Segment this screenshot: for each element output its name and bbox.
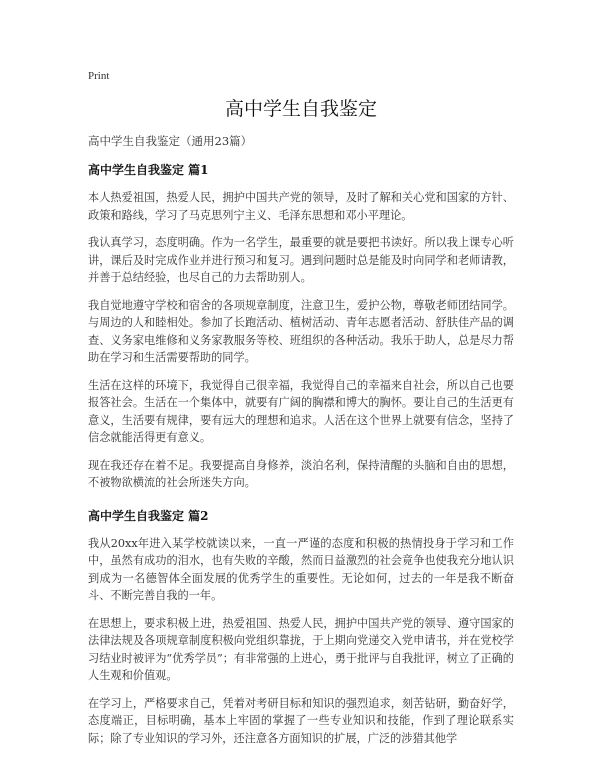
paragraph: 本人热爱祖国，热爱人民，拥护中国共产党的领导，及时了解和关心党和国家的方针、政策和路线，学习了马克思列宁主义、毛泽东思想和邓小平理论。 xyxy=(88,191,514,222)
paragraph: 我从20xx年进入某学校就读以来，一直一严谨的态度和积极的热情投身于学习和工作中，虽然有成功的泪水，也有失败的辛酸，然而日益激烈的社会竟争也使我充分地认识到成为一名德智体全面发展的优秀学生的重要性。无论如何，过去的一年是我不断奋斗、不断完善自我的一年。 xyxy=(88,536,514,602)
paragraph: 我自觉地遵守学校和宿舍的各项规章制度，注意卫生，爱护公物，尊敬老师团结同学。与周边的人和睦相处。参加了长跑活动、植树活动、青年志愿者活动、舒肤佳产品的调查、义务家电维修和义务家教服务等校、班组织的各种活动。我乐于助人，总是尽力帮助在学习和生活需要帮助的同学。 xyxy=(88,298,514,364)
paragraph: 生活在这样的环境下，我觉得自己很幸福，我觉得自己的幸福来自社会，所以自己也要报答社会。生活在一个集体中，就要有广阔的胸襟和博大的胸怀。要让自己的生活更有意义，生活要有规律，要有远大的理想和追求。人活在这个世界上就要有信念，坚持了信念就能活得更有意义。 xyxy=(88,378,514,444)
paragraph: 在思想上，要求积极上进，热爱祖国、热爱人民，拥护中国共产党的领导、遵守国家的法律法规及各项规章制度积极向党组织靠拢，于上期向党递交入党申请书，并在党校学习结业时被评为“优秀学员”；有非常强的上进心，勇于批评与自我批评，树立了正确的人生观和价值观。 xyxy=(88,616,514,682)
document-content xyxy=(88,160,514,757)
document-subtitle: 高中学生自我鉴定（通用23篇） xyxy=(88,134,253,148)
page-title: 高中学生自我鉴定 xyxy=(224,98,377,120)
paragraph: 现在我还存在着不足。我要提高自身修养，淡泊名利，保持清醒的头脑和自由的思想，不被物欲横流的社会所迷失方向。 xyxy=(88,458,514,489)
print-label[interactable]: Print xyxy=(88,70,110,82)
section-heading-1: 高中学生自我鉴定 篇1 xyxy=(88,163,209,177)
paragraph: 我认真学习，态度明确。作为一名学生，最重要的就是要把书读好。所以我上课专心听讲，课后及时完成作业并进行预习和复习。遇到问题时总是能及时向同学和老师请教，并善于总结经验，也尽自己的力去帮助别人。 xyxy=(88,236,514,284)
section-heading-2: 高中学生自我鉴定 篇2 xyxy=(88,508,209,523)
paragraph: 在学习上，严格要求自己，凭着对考研目标和知识的强烈追求，刻苦钻研，勤奋好学，态度端正，目标明确，基本上牢固的掌握了一些专业知识和技能，作到了理论联系实际；除了专业知识的学习外，还注意各方面知识的扩展，广泛的涉猎其他学 xyxy=(88,696,514,745)
